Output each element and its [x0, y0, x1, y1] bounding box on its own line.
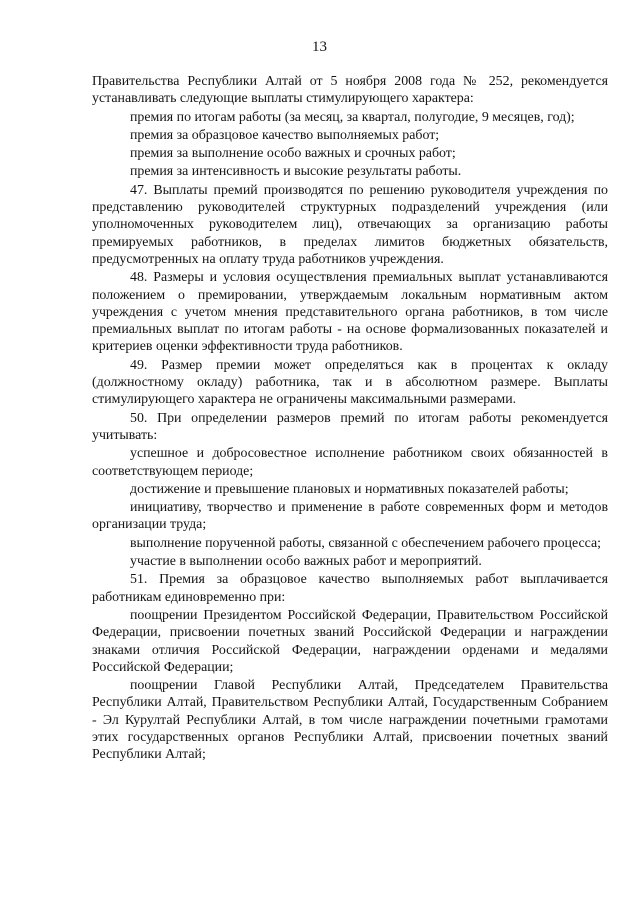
list-item-initiative: инициативу, творчество и применение в работе современных форм и методов организации труда;: [92, 500, 608, 533]
list-item-important-work: участие в выполнении особо важных работ и мероприятий.: [130, 554, 482, 570]
clause-51: 51. Премия за образцовое качество выполняемых работ выплачивается работникам единовременно при:: [92, 572, 608, 605]
clause-48: 48. Размеры и условия осуществления премиальных выплат устанавливаются положением о премировании, утверждаемым локальным нормативным актом учреждения с учетом мнения представительного органа работников, в том числе премиальных выплат по итогам работы - на основе формализованных показателей и критериев оценки эффективности труда работников.: [92, 270, 608, 355]
list-item-duties: успешное и добросовестное исполнение работником своих обязанностей в соответствующем периоде;: [92, 446, 608, 479]
page-number: 13: [312, 39, 327, 55]
list-item-premium-intensity: премия за интенсивность и высокие результаты работы.: [130, 164, 462, 180]
list-item-federal-awards: поощрении Президентом Российской Федерации, Правительством Российской Федерации, присвоении почетных званий Российской Федерации и награждении знаками отличия Российской Федерации, награждении орденами и медалями Российской Федерации;: [92, 607, 608, 675]
document-body: [92, 73, 608, 765]
list-item-premium-urgent: премия за выполнение особо важных и срочных работ;: [130, 146, 456, 162]
clause-50: 50. При определении размеров премий по итогам работы рекомендуется учитывать:: [92, 410, 608, 443]
list-item-premium-quality: премия за образцовое качество выполняемых работ;: [130, 127, 440, 143]
clause-47: 47. Выплаты премий производятся по решению руководителя учреждения по представлению руководителей структурных подразделений учреждения (или уполномоченных руководителем лиц), отвечающих за организацию работы премируемых работников, в пределах лимитов бюджетных обязательств, предусмотренных на оплату труда работников учреждения.: [92, 182, 608, 267]
list-item-assigned-work: выполнение порученной работы, связанной с обеспечением рабочего процесса;: [130, 535, 601, 551]
paragraph-continuation: Правительства Республики Алтай от 5 ноября 2008 года № 252, рекомендуется устанавливать следующие выплаты стимулирующего характера:: [92, 74, 608, 107]
list-item-regional-awards: поощрении Главой Республики Алтай, Председателем Правительства Республики Алтай, Правительством Республики Алтай, Государственным Собранием - Эл Курултай Республики Алтай, в том числе награждении почетными грамотами этих государственных органов Республики Алтай, присвоении почетных званий Республики Алтай;: [92, 678, 608, 763]
list-item-targets: достижение и превышение плановых и нормативных показателей работы;: [130, 481, 569, 497]
list-item-premium-results: премия по итогам работы (за месяц, за квартал, полугодие, 9 месяцев, год);: [130, 109, 575, 125]
clause-49: 49. Размер премии может определяться как в процентах к окладу (должностному окладу) работника, так и в абсолютном размере. Выплаты стимулирующего характера не ограничены максимальными размерами.: [92, 357, 608, 408]
